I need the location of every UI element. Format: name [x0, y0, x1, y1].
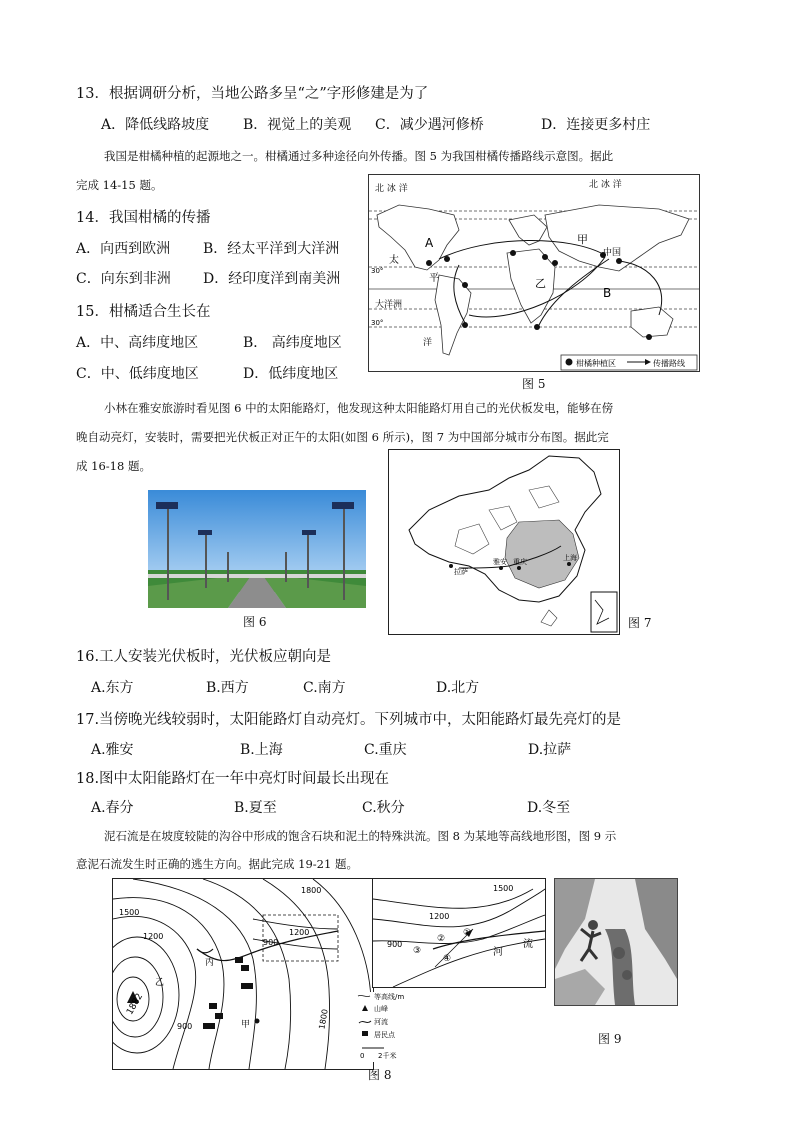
- fig5-label-ping: 平: [429, 273, 439, 284]
- q14-option-d: D．经印度洋到南美洲: [203, 271, 341, 287]
- q13-option-c: C．减少遇河修桥: [375, 117, 484, 133]
- q18-option-b: B.夏至: [234, 800, 277, 816]
- fig7-city-yaan: 雅安: [493, 558, 507, 566]
- intro-16-18-line2: 晚自动亮灯，安装时，需要把光伏板正对正午的太阳(如图 6 所示)，图 7 为中国部分城市分布图。据此完: [76, 430, 609, 444]
- figure-7-caption: 图 7: [628, 616, 652, 630]
- q17-option-d: D.拉萨: [528, 742, 572, 758]
- fig8-inset-point-4: ④: [443, 954, 452, 964]
- fig5-label-north-ocean-2: 北 冰 洋: [589, 180, 622, 190]
- q15-option-b: B． 高纬度地区: [243, 335, 342, 351]
- q13-option-b: B．视觉上的美观: [243, 117, 352, 133]
- figure-9-escape-illustration: [554, 878, 678, 1006]
- fig8-inset-contour-1200: 1200: [429, 912, 450, 921]
- q14-option-a: A．向西到欧洲: [76, 241, 171, 257]
- fig7-city-lasa: 拉萨: [454, 568, 468, 576]
- fig5-label-jia: 甲: [577, 233, 588, 246]
- fig7-city-chongqing: 重庆: [513, 558, 527, 566]
- figure-6-caption: 图 6: [243, 615, 267, 629]
- fig5-label-china: 中国: [603, 248, 622, 258]
- fig8-inset-point-1: ①: [463, 928, 472, 938]
- fig8-legend-contour: 等高线/m: [374, 993, 405, 1001]
- q17-option-b: B.上海: [240, 742, 283, 758]
- q18-option-d: D.冬至: [527, 800, 571, 816]
- fig5-label-yang: 洋: [423, 338, 433, 348]
- fig5-label-yi: 乙: [535, 277, 546, 290]
- fig5-label-b: B: [603, 286, 612, 300]
- q15-stem: 15．柑橘适合生长在: [76, 304, 211, 320]
- intro-19-21-line2: 意泥石流发生时正确的逃生方向。据此完成 19-21 题。: [76, 857, 358, 871]
- q14-option-c: C．向东到非洲: [76, 271, 171, 287]
- fig5-legend-area: 柑橘种植区: [576, 359, 616, 368]
- q14-stem: 14．我国柑橘的传播: [76, 210, 211, 226]
- fig8-place-jia: 甲: [241, 1020, 251, 1030]
- fig8-contour-1800-bottom: 1800: [317, 1008, 330, 1030]
- fig8-legend-scale-0: 0: [360, 1052, 365, 1060]
- q14-option-b: B．经太平洋到大洋洲: [203, 241, 340, 257]
- fig8-contour-900-bottom: 900: [177, 1022, 193, 1031]
- q13-stem: 13．根据调研分析，当地公路多呈“之”字形修建是为了: [76, 86, 429, 102]
- figure-6-solar-streetlight-photo: [148, 490, 366, 608]
- figure-8-caption: 图 8: [368, 1068, 392, 1082]
- fig8-inset-point-3: ③: [413, 946, 422, 956]
- fig8-inset-contour-1500: 1500: [493, 884, 514, 893]
- q16-stem: 16.工人安装光伏板时，光伏板应朝向是: [76, 649, 332, 665]
- intro-16-18-line3: 成 16-18 题。: [76, 459, 151, 473]
- intro-14-15-line1: 我国是柑橘种植的起源地之一。柑橘通过多种途径向外传播。图 5 为我国柑橘传播路线示意图。据此: [104, 149, 614, 163]
- fig8-legend-settlement: 居民点: [374, 1031, 395, 1039]
- q15-option-a: A．中、高纬度地区: [76, 335, 199, 351]
- fig8-peak-height: 1882: [125, 991, 146, 1017]
- figure-5-orange-route-map: [368, 174, 700, 372]
- fig5-label-a: A: [425, 236, 434, 250]
- figure-8-inset-map: [372, 878, 546, 988]
- fig8-contour-1200-right: 1200: [289, 928, 310, 937]
- figure-8-legend: [356, 992, 426, 1062]
- fig8-place-yi: 乙: [155, 978, 165, 988]
- fig8-inset-point-2: ②: [437, 934, 446, 944]
- figure-5-caption: 图 5: [522, 377, 546, 391]
- intro-16-18-line1: 小林在雅安旅游时看见图 6 中的太阳能路灯，他发现这种太阳能路灯用自己的光伏板发电，能够在傍: [104, 401, 614, 415]
- q16-option-a: A.东方: [91, 680, 134, 696]
- q16-option-b: B.西方: [206, 680, 249, 696]
- q13-option-a: A．降低线路坡度: [101, 117, 210, 133]
- fig7-city-shanghai: 上海: [563, 554, 577, 562]
- fig8-place-bing: 丙: [205, 958, 215, 968]
- q18-option-c: C.秋分: [362, 800, 405, 816]
- fig8-contour-1500-left: 1500: [119, 908, 140, 917]
- fig5-label-daxiyang: 大洋洲: [375, 300, 403, 310]
- fig5-label-lat30-south: 30°: [371, 319, 384, 327]
- fig8-inset-river-1: 河: [493, 947, 503, 958]
- fig8-legend-scale-2km: 2千米: [378, 1052, 397, 1060]
- fig5-label-lat30-north: 30°: [371, 267, 384, 275]
- q17-option-a: A.雅安: [91, 742, 134, 758]
- fig5-label-tai: 太: [389, 255, 399, 266]
- figure-9-caption: 图 9: [598, 1032, 622, 1046]
- fig8-contour-1800-top: 1800: [301, 886, 322, 895]
- figure-7-china-map: [388, 449, 620, 635]
- figure-8-contour-map: [112, 878, 374, 1070]
- fig8-contour-1200-left: 1200: [143, 932, 164, 941]
- intro-14-15-line2: 完成 14-15 题。: [76, 178, 163, 192]
- q18-option-a: A.春分: [91, 800, 134, 816]
- fig8-legend-river: 河流: [374, 1018, 388, 1026]
- q15-option-d: D．低纬度地区: [243, 366, 339, 382]
- q13-option-d: D．连接更多村庄: [541, 117, 651, 133]
- fig8-contour-900-right: 900: [263, 938, 279, 947]
- fig5-legend-route: 传播路线: [653, 359, 685, 368]
- q16-option-d: D.北方: [436, 680, 480, 696]
- fig5-label-north-ocean-1: 北 冰 洋: [375, 184, 408, 194]
- q18-stem: 18.图中太阳能路灯在一年中亮灯时间最长出现在: [76, 771, 390, 787]
- fig8-inset-river-2: 流: [523, 939, 533, 950]
- q17-option-c: C.重庆: [364, 742, 407, 758]
- fig8-legend-peak: 山峰: [374, 1005, 388, 1013]
- q15-option-c: C．中、低纬度地区: [76, 366, 199, 382]
- q16-option-c: C.南方: [303, 680, 346, 696]
- q17-stem: 17.当傍晚光线较弱时，太阳能路灯自动亮灯。下列城市中，太阳能路灯最先亮灯的是: [76, 712, 622, 728]
- fig8-inset-contour-900: 900: [387, 940, 403, 949]
- intro-19-21-line1: 泥石流是在坡度较陡的沟谷中形成的饱含石块和泥土的特殊洪流。图 8 为某地等高线地形图，图 9 示: [104, 829, 617, 843]
